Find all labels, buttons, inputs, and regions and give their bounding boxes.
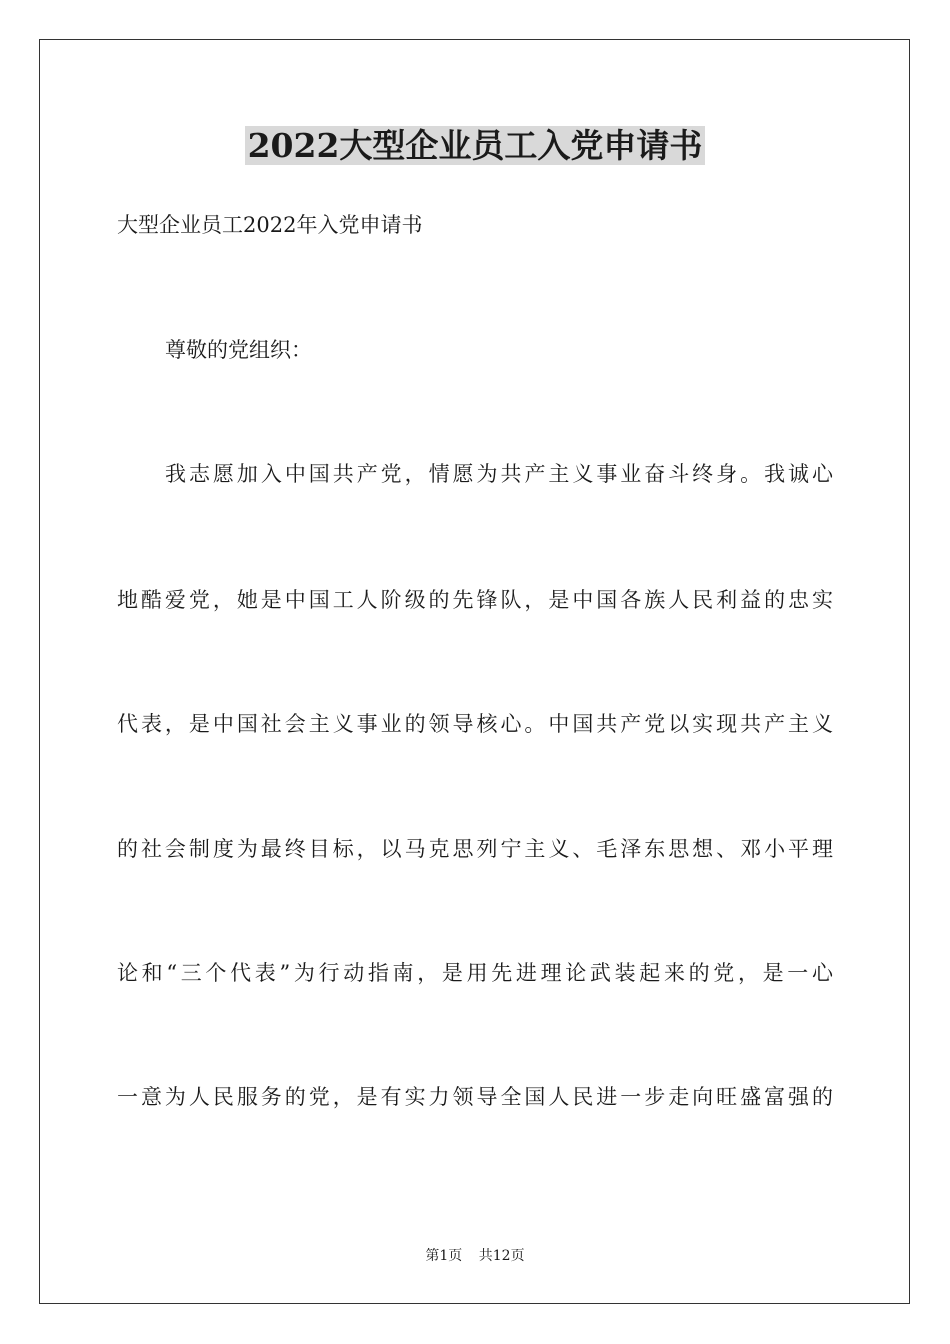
paragraph-line: 一意为人民服务的党，是有实力领导全国人民进一步走向旺盛富强的	[117, 1085, 833, 1109]
paragraph-line: 论和“三个代表”为行动指南，是用先进理论武装起来的党，是一心	[117, 961, 833, 985]
document-title	[0, 124, 950, 168]
paragraph-line: 地酷爱党，她是中国工人阶级的先锋队，是中国各族人民利益的忠实	[117, 588, 833, 612]
paragraph-line: 代表，是中国社会主义事业的领导核心。中国共产党以实现共产主义	[117, 712, 833, 736]
page-number: 第1页	[425, 1248, 463, 1264]
paragraph-line: 的社会制度为最终目标，以马克思列宁主义、毛泽东思想、邓小平理	[117, 837, 833, 861]
document-subtitle: 大型企业员工2022年入党申请书	[117, 213, 423, 237]
page-total: 共12页	[478, 1248, 525, 1264]
salutation: 尊敬的党组织：	[165, 338, 312, 362]
paragraph-line: 我志愿加入中国共产党，情愿为共产主义事业奋斗终身。我诚心	[165, 462, 833, 486]
page-footer	[0, 1246, 950, 1266]
title-text: 2022大型企业员工入党申请书	[245, 126, 706, 165]
